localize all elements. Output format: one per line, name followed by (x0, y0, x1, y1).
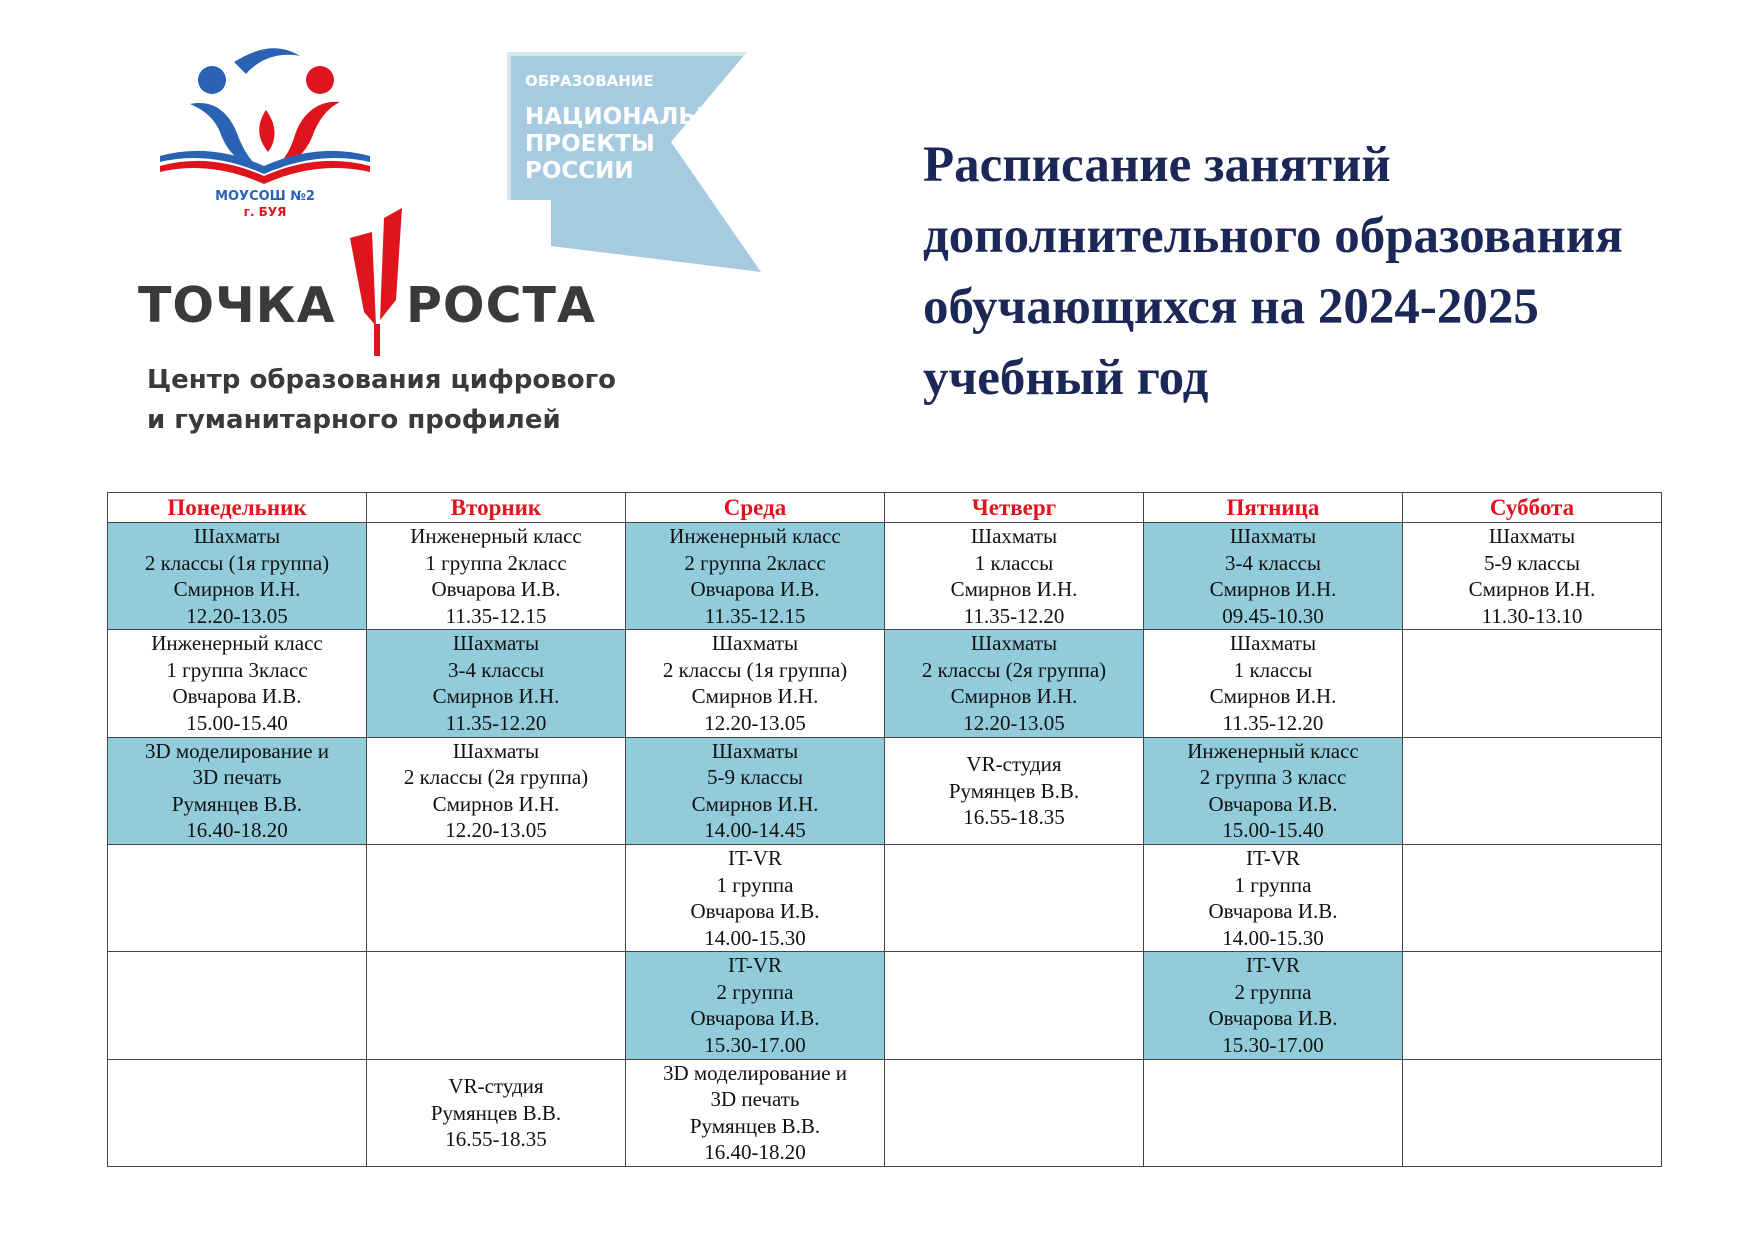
schedule-cell (108, 952, 367, 1059)
schedule-cell (1403, 523, 1662, 630)
schedule-cell (1403, 844, 1662, 951)
day-header: Вторник (367, 493, 626, 523)
page-title (923, 130, 1723, 414)
page-title-line1: Расписание занятий (923, 137, 1391, 193)
table-row (108, 630, 1662, 737)
school-logo-line2: г. БУЯ (243, 205, 287, 219)
schedule-cell-line: Шахматы (970, 631, 1058, 656)
schedule-cell-line: 11.35-12.15 (704, 603, 806, 628)
schedule-cell-line: Шахматы (1229, 524, 1317, 549)
schedule-cell (1403, 630, 1662, 737)
schedule-cell-line: VR-студия (448, 1074, 544, 1099)
schedule-cell-line: IT-VR (727, 953, 783, 978)
schedule-cell-line: 11.35-12.20 (963, 603, 1065, 628)
schedule-cell-line: Овчарова И.В. (1208, 791, 1338, 816)
schedule-cell-line: Шахматы (452, 631, 540, 656)
schedule-cell (367, 523, 626, 630)
page-title-line2: дополнительного образования (923, 208, 1623, 264)
logo-head-blue-icon (198, 66, 226, 94)
schedule-cell (108, 844, 367, 951)
schedule-cell-line: 16.40-18.20 (186, 818, 288, 843)
schedule-cell (1144, 737, 1403, 844)
schedule-cell-line: 3D моделирование и (662, 1060, 848, 1085)
schedule-cell-line: Овчарова И.В. (1208, 1006, 1338, 1031)
schedule-cell-line: 3-4 классы (1225, 550, 1321, 575)
schedule-cell (1403, 952, 1662, 1059)
schedule-cell-line: 1 группа (1234, 872, 1312, 897)
schedule-cell (885, 1059, 1144, 1166)
sprout-icon (346, 208, 406, 358)
schedule-cell-line: 11.35-12.15 (445, 603, 547, 628)
schedule-cell (626, 630, 885, 737)
logo-head-red-icon (306, 66, 334, 94)
schedule-cell-line: Овчарова И.В. (690, 577, 820, 602)
schedule-cell (367, 630, 626, 737)
schedule-cell-line: VR-студия (966, 752, 1062, 777)
schedule-cell-line: IT-VR (1245, 846, 1301, 871)
schedule-cell-line: 2 классы (2я группа) (403, 765, 589, 790)
schedule-cell (885, 952, 1144, 1059)
schedule-cell (1144, 844, 1403, 951)
schedule-cell-line: 11.35-12.20 (1222, 710, 1324, 735)
schedule-cell-line: 15.30-17.00 (704, 1032, 806, 1057)
schedule-cell (885, 844, 1144, 951)
schedule-cell-line: 12.20-13.05 (704, 710, 806, 735)
day-header-row (108, 493, 1662, 523)
schedule-cell-line: 2 классы (2я группа) (921, 657, 1107, 682)
schedule-cell-line: 1 классы (974, 550, 1054, 575)
schedule-cell-line: Румянцев В.В. (689, 1113, 821, 1138)
schedule-cell (1144, 952, 1403, 1059)
schedule-cell-line: Смирнов И.Н. (1209, 577, 1337, 602)
schedule-cell-line: 16.55-18.35 (445, 1127, 547, 1152)
schedule-cell (626, 844, 885, 951)
schedule-cell (885, 737, 1144, 844)
page-title-line4: учебный год (923, 350, 1209, 406)
schedule-cell-line: 2 группа 2класс (684, 550, 826, 575)
schedule-cell-line: 14.00-15.30 (1222, 925, 1324, 950)
schedule-cell (367, 1059, 626, 1166)
schedule-cell-line: Румянцев В.В. (430, 1100, 562, 1125)
schedule-cell (1403, 1059, 1662, 1166)
schedule-cell-line: 2 группа (1234, 979, 1312, 1004)
schedule-cell (1144, 630, 1403, 737)
national-projects-line2: ПРОЕКТЫ (525, 131, 655, 157)
schedule-cell-line: IT-VR (727, 846, 783, 871)
schedule-cell (1144, 1059, 1403, 1166)
schedule-cell-line: 2 классы (1я группа) (662, 657, 848, 682)
schedule-cell-line: 15.00-15.40 (1222, 818, 1324, 843)
schedule-cell (1144, 523, 1403, 630)
schedule-cell (885, 630, 1144, 737)
schedule-cell-line: Шахматы (452, 738, 540, 763)
brand-word-2: РОСТА (406, 277, 596, 334)
page-title-line3: обучающихся на 2024-2025 (923, 279, 1539, 335)
national-projects-line3: РОССИИ (525, 158, 634, 184)
schedule-cell (108, 1059, 367, 1166)
brand-block (138, 205, 638, 445)
schedule-cell-line: 12.20-13.05 (445, 818, 547, 843)
schedule-cell (108, 737, 367, 844)
brand-subtitle-line1: Центр образования цифрового (147, 365, 617, 395)
schedule-cell (367, 737, 626, 844)
national-projects-small: ОБРАЗОВАНИЕ (525, 72, 654, 90)
schedule-cell-line: Шахматы (711, 738, 799, 763)
schedule-cell-line: 15.30-17.00 (1222, 1032, 1324, 1057)
schedule-cell-line: Смирнов И.Н. (1209, 684, 1337, 709)
schedule-cell-line: Смирнов И.Н. (173, 577, 301, 602)
schedule-cell (1403, 737, 1662, 844)
school-logo (150, 38, 380, 223)
schedule-cell-line: Овчарова И.В. (1208, 899, 1338, 924)
schedule-cell-line: Смирнов И.Н. (691, 684, 819, 709)
schedule-cell-line: 12.20-13.05 (186, 603, 288, 628)
schedule-cell-line: 14.00-15.30 (704, 925, 806, 950)
logo-flame-icon (259, 110, 274, 152)
schedule-cell-line: 1 группа 3класс (166, 657, 308, 682)
schedule-table (107, 492, 1662, 1167)
schedule-cell-line: Овчарова И.В. (690, 899, 820, 924)
table-row (108, 952, 1662, 1059)
schedule-cell-line: Шахматы (1229, 631, 1317, 656)
day-header: Суббота (1403, 493, 1662, 523)
schedule-cell-line: Смирнов И.Н. (432, 791, 560, 816)
schedule-cell-line: 11.35-12.20 (445, 710, 547, 735)
schedule-cell-line: 3-4 классы (448, 657, 544, 682)
day-header: Пятница (1144, 493, 1403, 523)
schedule-cell (626, 737, 885, 844)
brand-word-1: ТОЧКА (138, 277, 336, 334)
table-row (108, 1059, 1662, 1166)
schedule-cell-line: Смирнов И.Н. (950, 577, 1078, 602)
schedule-cell-line: 15.00-15.40 (186, 710, 288, 735)
schedule-cell-line: Румянцев В.В. (171, 791, 303, 816)
schedule-cell-line: 14.00-14.45 (704, 818, 806, 843)
schedule-cell-line: 3D печать (192, 765, 282, 790)
schedule-cell (885, 523, 1144, 630)
schedule-body (108, 523, 1662, 1167)
national-projects-line1: НАЦИОНАЛЬНЫЕ (525, 104, 755, 130)
schedule-cell-line: Инженерный класс (410, 524, 582, 549)
schedule-cell-line: 16.40-18.20 (704, 1140, 806, 1165)
schedule-cell-line: Шахматы (711, 631, 799, 656)
schedule-cell-line: Смирнов И.Н. (1468, 577, 1596, 602)
schedule-cell-line: IT-VR (1245, 953, 1301, 978)
schedule-cell-line: 3D моделирование и (144, 738, 330, 763)
table-row (108, 523, 1662, 630)
schedule-cell (108, 630, 367, 737)
schedule-cell-line: Смирнов И.Н. (950, 684, 1078, 709)
table-row (108, 737, 1662, 844)
schedule-cell-line: 2 группа (716, 979, 794, 1004)
schedule-cell-line: 2 группа 3 класс (1199, 765, 1347, 790)
schedule-cell (367, 844, 626, 951)
schedule-cell (108, 523, 367, 630)
schedule-cell-line: Овчарова И.В. (172, 684, 302, 709)
schedule-cell-line: 16.55-18.35 (963, 805, 1065, 830)
schedule-cell-line: 5-9 классы (1484, 550, 1580, 575)
day-header: Четверг (885, 493, 1144, 523)
schedule-cell-line: Смирнов И.Н. (691, 791, 819, 816)
schedule-cell (367, 952, 626, 1059)
day-header: Среда (626, 493, 885, 523)
schedule-cell-line: Смирнов И.Н. (432, 684, 560, 709)
schedule-cell-line: Инженерный класс (669, 524, 841, 549)
logo-swoosh-icon (234, 48, 300, 74)
schedule-cell-line: 1 группа (716, 872, 794, 897)
schedule-cell-line: Шахматы (1488, 524, 1576, 549)
schedule-cell (626, 952, 885, 1059)
schedule-cell-line: 5-9 классы (707, 765, 803, 790)
schedule-cell-line: Инженерный класс (151, 631, 323, 656)
school-logo-line1: МОУСОШ №2 (215, 189, 315, 204)
brand-subtitle-line2: и гуманитарного профилей (147, 405, 561, 435)
schedule-cell (626, 523, 885, 630)
schedule-cell-line: Шахматы (193, 524, 281, 549)
table-row (108, 844, 1662, 951)
schedule-cell (626, 1059, 885, 1166)
schedule-cell-line: Румянцев В.В. (948, 778, 1080, 803)
schedule-cell-line: 3D печать (710, 1087, 800, 1112)
schedule-cell-line: Инженерный класс (1187, 738, 1359, 763)
schedule-cell-line: 1 классы (1233, 657, 1313, 682)
schedule-cell-line: Овчарова И.В. (431, 577, 561, 602)
schedule-cell-line: 11.30-13.10 (1481, 603, 1583, 628)
schedule-cell-line: 09.45-10.30 (1222, 603, 1324, 628)
schedule-cell-line: Овчарова И.В. (690, 1006, 820, 1031)
day-header: Понедельник (108, 493, 367, 523)
schedule-cell-line: 12.20-13.05 (963, 710, 1065, 735)
schedule-cell-line: 2 классы (1я группа) (144, 550, 330, 575)
schedule-cell-line: 1 группа 2класс (425, 550, 567, 575)
schedule-cell-line: Шахматы (970, 524, 1058, 549)
